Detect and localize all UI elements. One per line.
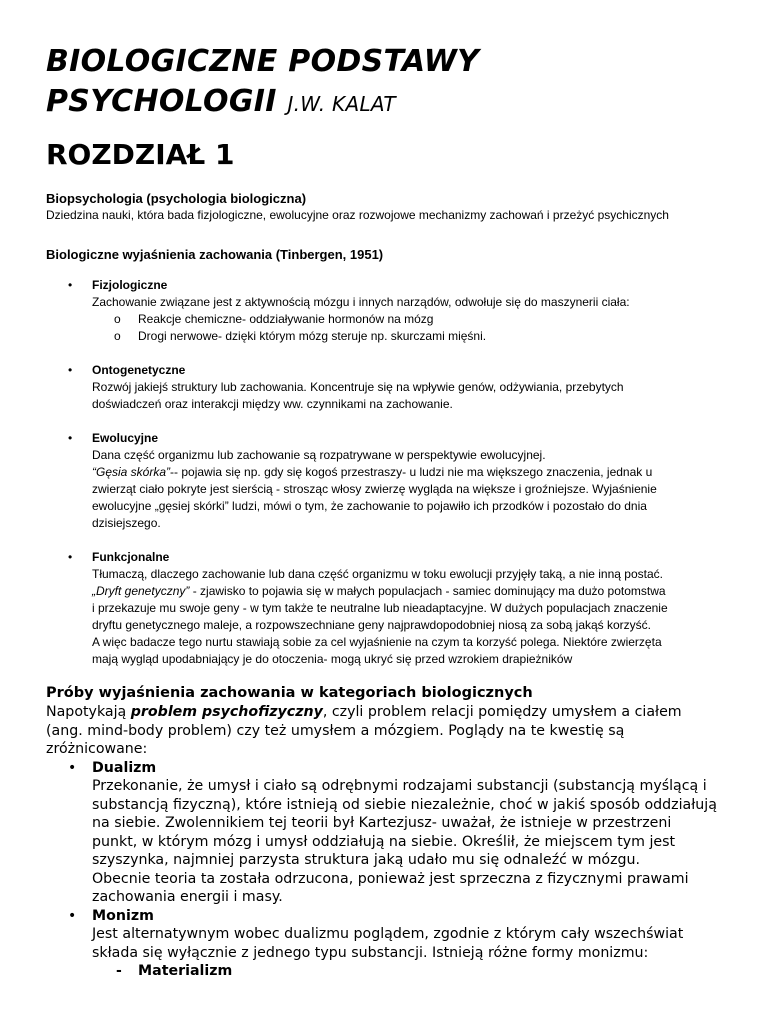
item-text: mają wygląd upodabniający je do otoczenia- mogą ukryć się przed wzrokiem drapieżników [92,652,573,666]
item-text: Tłumaczą, dlaczego zachowanie lub dana część organizmu w toku ewolucji przyjęły taką, a nie inną postać. [92,567,663,581]
title-line-2-text: PSYCHOLOGII [46,84,277,119]
bullet-icon: • [68,278,73,292]
item-text [92,583,736,600]
item-text: zwierząt ciało pokryte jest sierścią - strosząc włosy zwierzę wygląda na większe i groźniejsze. Wyjaśnienie [92,482,657,496]
intro-after: , czyli problem relacji pomiędzy umysłem a ciałem [322,704,682,720]
attempts-intro-line-3: zróżnicowane: [46,741,148,757]
list-item-monism [46,907,736,963]
item-text: doświadczeń oraz interakcji między ww. czynnikami na zachowanie. [92,397,453,411]
item-label: Materializm [138,963,233,979]
list-item-ontogenetic [46,362,736,413]
item-text: Obecnie teoria ta została odrzucona, ponieważ jest sprzeczna z fizycznymi prawami [92,870,689,887]
item-text: i przekazuje mu swoje geny - w tym także te neutralne lub nieadaptacyjne. W dużych populacjach znaczenie [92,601,668,615]
explanations-heading: Biologiczne wyjaśnienia zachowania (Tinbergen, 1951) [46,247,384,262]
item-label: Fizjologiczne [92,278,168,292]
item-text: zachowania energii i masy. [92,889,283,905]
chapter-heading: ROZDZIAŁ 1 [46,138,235,171]
item-text-rest: - zjawisko to pojawia się w małych populacjach - samiec dominujący ma dużo potomstwa [189,584,666,598]
item-text: Zachowanie związane jest z aktywnością mózgu i innych narządów, odwołuje się do maszynerii ciała: [92,295,630,309]
intro-term: problem psychofizyczny [130,704,323,720]
italic-term: „Dryft genetyczny” [92,584,190,598]
item-text: substancją fizyczną), które istnieją od siebie niezależnie, choć w jakiś sposób oddziałują [92,796,717,813]
item-label: Funkcjonalne [92,550,170,564]
attempts-intro [46,703,736,722]
item-label: Ontogenetyczne [92,363,186,377]
intro-before: Napotykają [46,704,131,720]
attempts-section [46,683,736,981]
item-text: Rozwój jakiejś struktury lub zachowania. Koncentruje się na wpływie genów, odżywiania, przebytych [92,380,624,394]
item-text: Przekonanie, że umysł i ciało są odrębnymi rodzajami substancji (substancją myślącą i [92,778,707,794]
item-text: dzisiejszego. [92,516,161,530]
sub-list [92,311,736,345]
explanations-list [46,277,736,668]
item-text: dryftu genetycznego maleje, a rozpowszechniane geny najprawdopodobniej niosą za sobą jakąś korzyść. [92,618,652,632]
item-label: Dualizm [92,759,157,776]
item-text: szyszynka, najmniej parzysta struktura jaką udało mu się odnaleźć w mózgu. [92,852,641,868]
title-author: J.W. KALAT [287,92,396,116]
sub-list-item [92,328,736,345]
dash-bullet-icon: - [116,963,122,979]
bullet-icon: • [68,759,77,776]
item-text: Dana część organizmu lub zachowanie są rozpatrywane w perspektywie ewolucyjnej. [92,448,546,462]
item-text: punkt, w którym mózg i umysł oddziałują na siebie. Określił, że miejscem tym jest [92,833,676,850]
list-item-dualism [46,759,736,907]
attempts-intro-line-2: (ang. mind-body problem) czy też umysłem a mózgiem. Poglądy na te kwestię są [46,722,625,739]
document-title [46,42,746,124]
list-item-evolutionary [46,430,736,532]
sub-item-text: Reakcje chemiczne- oddziaływanie hormonów na mózg [138,312,434,326]
sub-list-item [92,311,736,328]
item-label: Monizm [92,907,154,924]
explanations-heading-block [46,246,746,263]
item-text: składa się wyłącznie z jednego typu substancji. Istnieją różne formy monizmu: [92,944,649,961]
italic-term: “Gęsia skórka” [92,465,171,479]
biopsychology-definition: Dziedzina nauki, która bada fizjologiczne, ewolucyjne oraz rozwojowe mechanizmy zachowań i przeżyć psychicznych [46,208,669,222]
title-line-1: BIOLOGICZNE PODSTAWY [46,44,480,79]
item-text: ewolucyjne „gęsiej skórki” ludzi, mówi o tym, że zachowanie to pojawiło ich przodków i pozostało do dnia [92,499,647,513]
bullet-icon: • [68,363,73,377]
circle-bullet-icon: o [114,329,121,343]
biopsychology-section [46,190,746,224]
title-line-2 [46,82,746,124]
item-label: Ewolucyjne [92,431,159,445]
bullet-icon: • [68,907,77,924]
item-text-rest: -- pojawia się np. gdy się kogoś przestraszy- u ludzi nie ma większego znaczenia, jednak u [170,465,653,479]
item-text: na siebie. Zwolennikiem tej teorii był Kartezjusz- uważał, że istnieje w przestrzeni [92,815,672,831]
circle-bullet-icon: o [114,312,121,326]
item-text: Jest alternatywnym wobec dualizmu poglądem, zgodnie z którym cały wszechświat [92,926,684,942]
list-item-materialism [46,962,736,981]
attempts-heading: Próby wyjaśnienia zachowania w kategoriach biologicznych [46,685,533,701]
list-item-physiological [46,277,736,345]
item-text: A więc badacze tego nurtu stawiają sobie za cel wyjaśnienie na czym ta korzyść polega. Niektóre zwierzęta [92,635,662,649]
biopsychology-heading: Biopsychologia (psychologia biologiczna) [46,191,307,206]
bullet-icon: • [68,550,73,564]
item-text [92,464,736,481]
sub-item-text: Drogi nerwowe- dzięki którym mózg steruje np. skurczami mięśni. [138,329,487,343]
list-item-functional [46,549,736,668]
bullet-icon: • [68,431,73,445]
